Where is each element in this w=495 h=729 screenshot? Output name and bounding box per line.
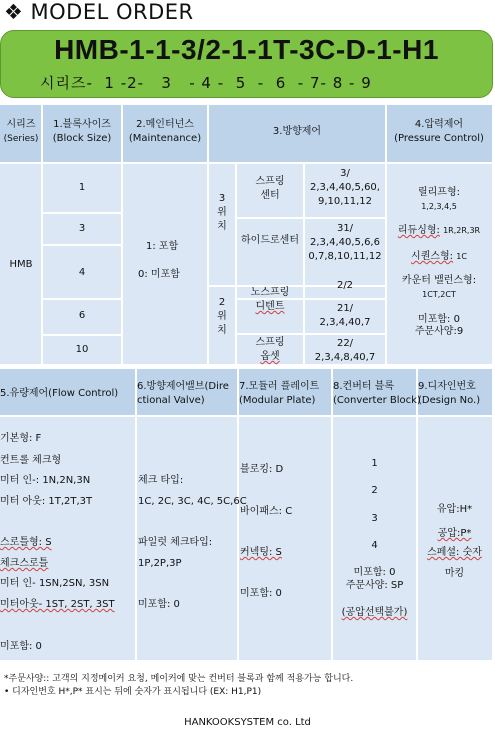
header-direction: 3.방향제어	[272, 126, 322, 137]
block-size-item: 3	[78, 223, 86, 234]
modular-item: 바이패스: C	[240, 506, 293, 517]
header-design-no: 9.디자인번호 (Design No.)	[418, 381, 481, 406]
company-name: HANKOOKSYSTEM co. Ltd	[184, 717, 311, 728]
flow-item: 미포함: 0	[0, 641, 42, 652]
position-2-label: 2 위 치	[217, 297, 227, 336]
direction-no-spring-detent-codes: 2/2	[336, 280, 354, 291]
header-converter-block: 8.컨버터 블록 (Converter Block)	[333, 381, 421, 406]
block-size-item: 4	[78, 267, 86, 278]
modular-item: 미포함: 0	[240, 588, 282, 599]
footnotes	[4, 673, 353, 699]
converter-item: 3	[371, 513, 378, 524]
pressure-reducing: 리듀싱형: 1R,2R,3R	[397, 225, 481, 236]
pressure-sequence: 시퀀스형: 1C	[411, 251, 467, 262]
direction-spring-center: 스프링 센터	[255, 176, 285, 201]
pressure-counterbalance: 카운터 밸런스형: 1CT,2CT	[401, 275, 477, 299]
pressure-relief: 릴리프형: 1,2,3,4,5	[417, 187, 460, 211]
header-modular-plate: 7.모듈러 플레이트 (Modular Plate)	[239, 381, 320, 406]
direction-hydro-center-codes: 31/ 2,3,4,40,5,6,6 0,7,8,10,11,12	[308, 223, 382, 262]
flow-item: 기본형: F	[0, 433, 42, 444]
pressure-custom: 주문사양:9	[414, 326, 464, 337]
position-3-label: 3 위 치	[217, 193, 227, 232]
block-size-item: 1	[78, 182, 86, 193]
header-flow-control: 5.유량제어(Flow Control)	[0, 388, 119, 399]
diamond-bullet-icon: ❖	[4, 0, 24, 24]
modular-item: 커넥팅: S	[240, 547, 282, 558]
check-item: 미포함: 0	[138, 599, 180, 610]
converter-item: (공압선택불가)	[341, 607, 408, 618]
flow-item: 미터아웃- 1ST, 2ST, 3ST	[0, 599, 115, 610]
flow-item: 체크스로틀	[0, 558, 49, 569]
check-item: 1P,2P,3P	[138, 558, 182, 569]
check-item: 1C, 2C, 3C, 4C, 5C,6C	[138, 496, 247, 507]
check-item: 파일럿 체크타입:	[138, 537, 213, 548]
maintenance-exclude: 0: 미포함	[138, 269, 180, 280]
direction-hydro-center: 하이드로센터	[241, 235, 299, 246]
modular-item: 블로킹: D	[240, 464, 284, 475]
converter-item: 2	[371, 485, 378, 496]
converter-item: 4	[371, 540, 378, 551]
maintenance-include: 1: 포함	[146, 241, 179, 252]
flow-item: 컨트롤 체크형	[0, 455, 62, 466]
header-pressure: 4.압력제어 (Pressure Control)	[394, 119, 484, 144]
converter-item: 미포함: 0	[353, 567, 396, 578]
design-item: 마킹	[444, 568, 465, 579]
header-directional-valve: 6.방향제어밸브(Dire ctional Valve)	[137, 381, 229, 406]
footnote: *주문사양:: 고객의 지정메이커 요청, 메이커에 맞는 컨버터 블록과 함께 적용가능 합니다.	[4, 674, 354, 684]
series-value: HMB	[9, 259, 33, 270]
model-code-sequence: 시리즈- 1 -2- 3 - 4 - 5 - 6 - 7- 8 - 9	[40, 74, 372, 92]
design-item: 유압:H*	[436, 504, 473, 515]
pressure-none: 미포함: 0	[418, 314, 460, 325]
header-block-size: 1.블록사이즈 (Block Size)	[52, 119, 112, 144]
direction-spring-center-codes: 3/ 2,3,4,40,5,60, 9,10,11,12	[310, 168, 380, 207]
flow-item: 스로틀형: S	[0, 537, 52, 548]
footnote: • 디자인번호 H*,P* 표시는 뒤에 숫자가 표시됩니다 (EX: H1,P1)	[4, 687, 262, 697]
flow-item: 미터 아웃: 1T,2T,3T	[0, 496, 93, 507]
header-series: 시리즈 (Series)	[3, 119, 39, 144]
header-maintenance: 2.메인터넌스 (Maintenance)	[128, 119, 202, 144]
model-code: HMB-1-1-3/2-1-1T-3C-D-1-H1	[54, 34, 439, 65]
converter-item: 1	[371, 458, 378, 469]
flow-item: 미터 인- 1SN,2SN, 3SN	[0, 578, 110, 589]
direction-21-codes: 21/ 2,3,4,40,7	[319, 303, 371, 328]
page-title	[4, 0, 194, 24]
check-item: 체크 타입:	[138, 475, 184, 486]
design-item: 공압:P*	[437, 528, 472, 539]
direction-spring-offset: 스프링 옵셋	[255, 337, 285, 362]
page-title-text: MODEL ORDER	[30, 0, 194, 24]
flow-item: 미터 인-: 1N,2N,3N	[0, 475, 91, 486]
design-item: 스페셜: 숫자	[427, 547, 482, 558]
block-size-item: 6	[78, 310, 86, 321]
direction-no-spring-detent: 노스프링 디텐트	[250, 287, 290, 312]
converter-item: 주문사양: SP	[345, 580, 404, 591]
direction-spring-offset-codes: 22/ 2,3,4,8,40,7	[314, 338, 376, 363]
block-size-item: 10	[75, 344, 89, 355]
